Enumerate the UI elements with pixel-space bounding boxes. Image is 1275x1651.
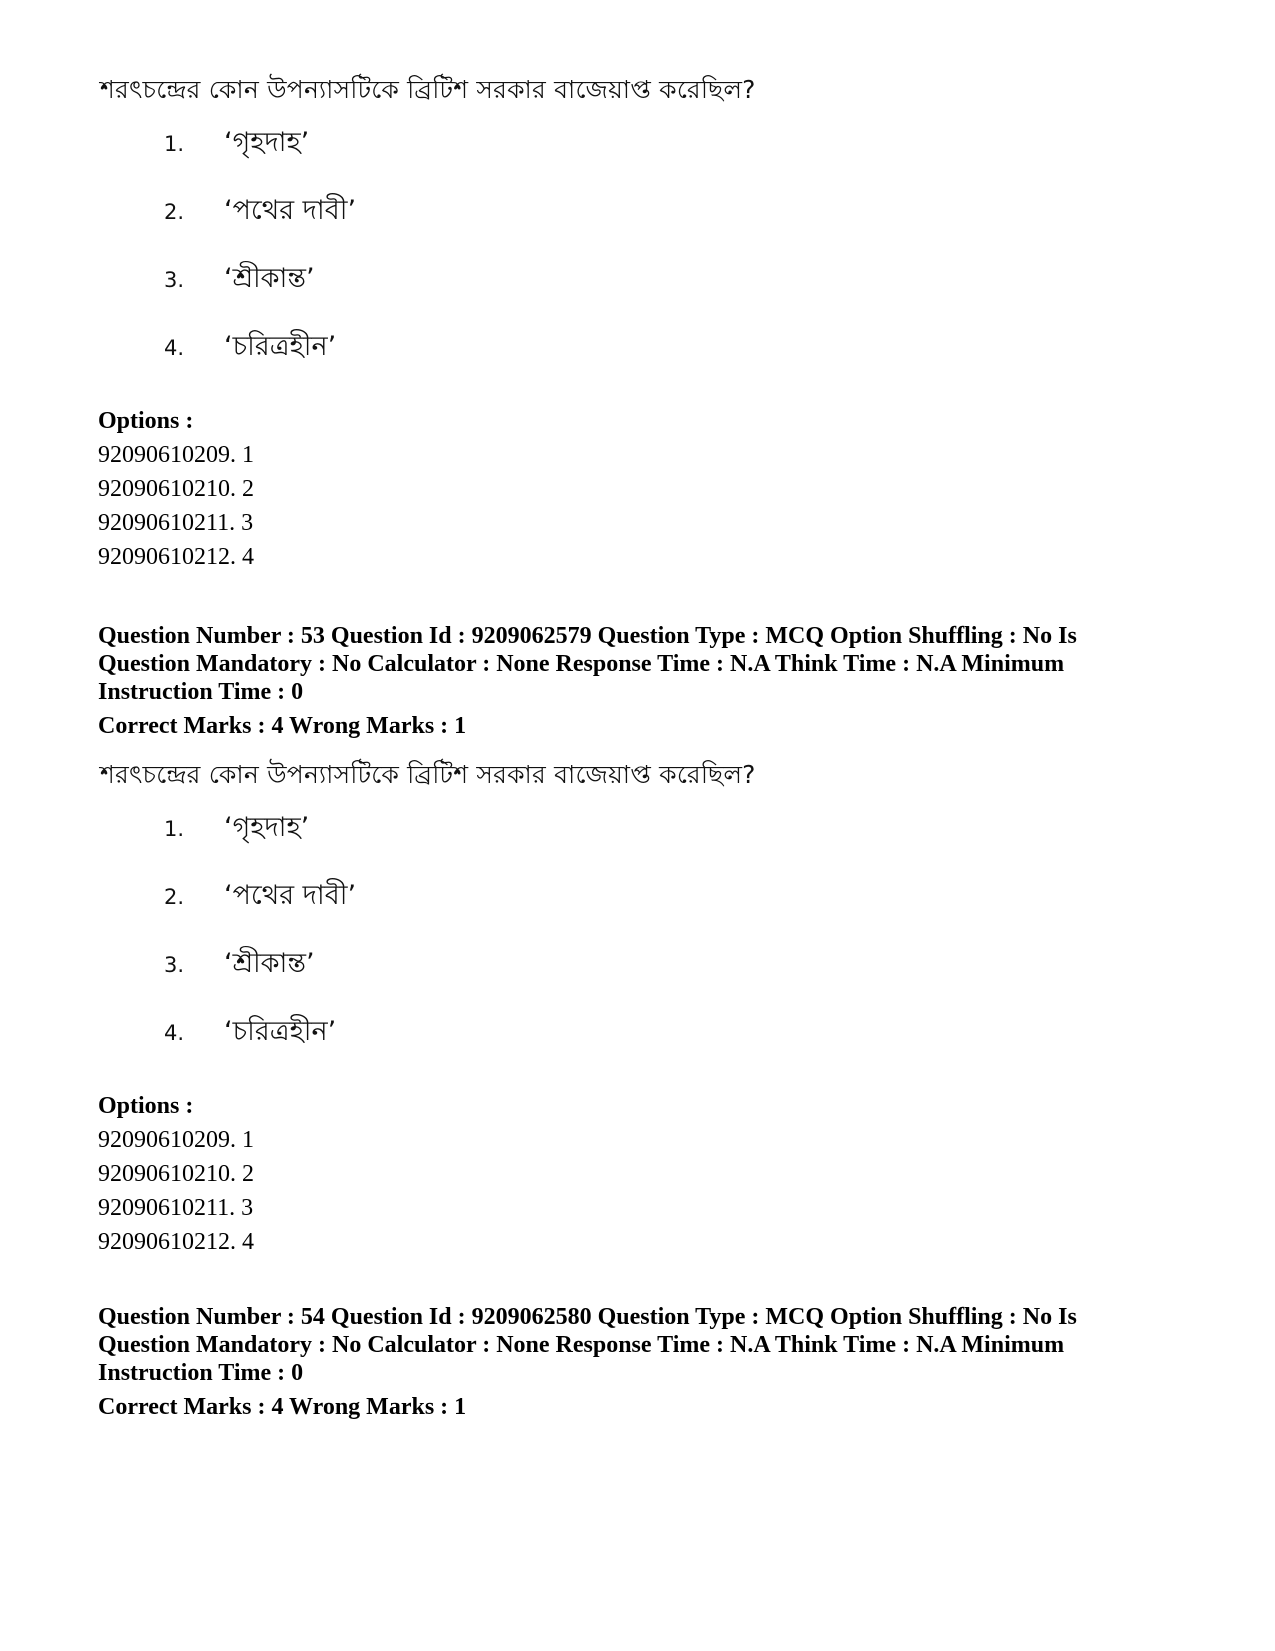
choice-number: 3. [164,268,185,292]
option-item: 92090610209. 1 [98,1127,254,1153]
question-choice [96,999,816,1067]
choice-label: ‘শ্রীকান্ত’ [224,947,315,979]
option-item: 92090610210. 2 [98,1161,254,1187]
question-marks: Correct Marks : 4 Wrong Marks : 1 [98,713,467,739]
question-meta-line: Question Number : 54 Question Id : 9209062580 Question Type : MCQ Option Shuffling : No Is [98,1304,1077,1330]
option-item: 92090610212. 4 [98,1229,254,1255]
question-image [96,755,816,1067]
option-item: 92090610212. 4 [98,544,254,570]
choice-number: 2. [164,885,185,909]
question-choice [96,863,816,931]
choice-label: ‘শ্রীকান্ত’ [224,262,315,294]
choice-label: ‘চরিত্রহীন’ [224,1015,337,1047]
choice-label: ‘পথের দাবী’ [224,879,357,911]
question-choice [96,246,816,314]
choice-number: 3. [164,953,185,977]
choice-number: 4. [164,1021,185,1045]
choice-label: ‘চরিত্রহীন’ [224,330,337,362]
options-list [98,404,254,574]
question-text: শরৎচন্দ্রের কোন উপন্যাসটিকে ব্রিটিশ সরকার বাজেয়াপ্ত করেছিল? [100,760,756,789]
choice-number: 1. [164,817,185,841]
question-meta-line: Question Mandatory : No Calculator : None Response Time : N.A Think Time : N.A Minimum [98,651,1065,677]
choice-number: 2. [164,200,185,224]
choice-number: 4. [164,336,185,360]
question-54-header [98,1303,1198,1421]
question-meta-line: Instruction Time : 0 [98,679,304,705]
options-heading: Options : [98,1093,194,1119]
question-meta-line: Question Number : 53 Question Id : 9209062579 Question Type : MCQ Option Shuffling : No Is [98,623,1077,649]
question-choice [96,110,816,178]
choice-label: ‘গৃহদাহ’ [224,126,310,158]
question-image [96,70,816,382]
option-item: 92090610209. 1 [98,442,254,468]
question-text: শরৎচন্দ্রের কোন উপন্যাসটিকে ব্রিটিশ সরকার বাজেয়াপ্ত করেছিল? [100,75,756,104]
question-53-header [98,622,1198,740]
question-choice [96,795,816,863]
question-meta-line: Instruction Time : 0 [98,1360,304,1386]
question-choice [96,314,816,382]
options-heading: Options : [98,408,194,434]
question-meta-line: Question Mandatory : No Calculator : None Response Time : N.A Think Time : N.A Minimum [98,1332,1065,1358]
option-item: 92090610211. 3 [98,510,254,536]
option-item: 92090610211. 3 [98,1195,254,1221]
choice-label: ‘পথের দাবী’ [224,194,357,226]
options-list [98,1089,254,1259]
option-item: 92090610210. 2 [98,476,254,502]
question-marks: Correct Marks : 4 Wrong Marks : 1 [98,1394,467,1420]
question-choice [96,178,816,246]
choice-number: 1. [164,132,185,156]
question-choice [96,931,816,999]
choice-label: ‘গৃহদাহ’ [224,811,310,843]
